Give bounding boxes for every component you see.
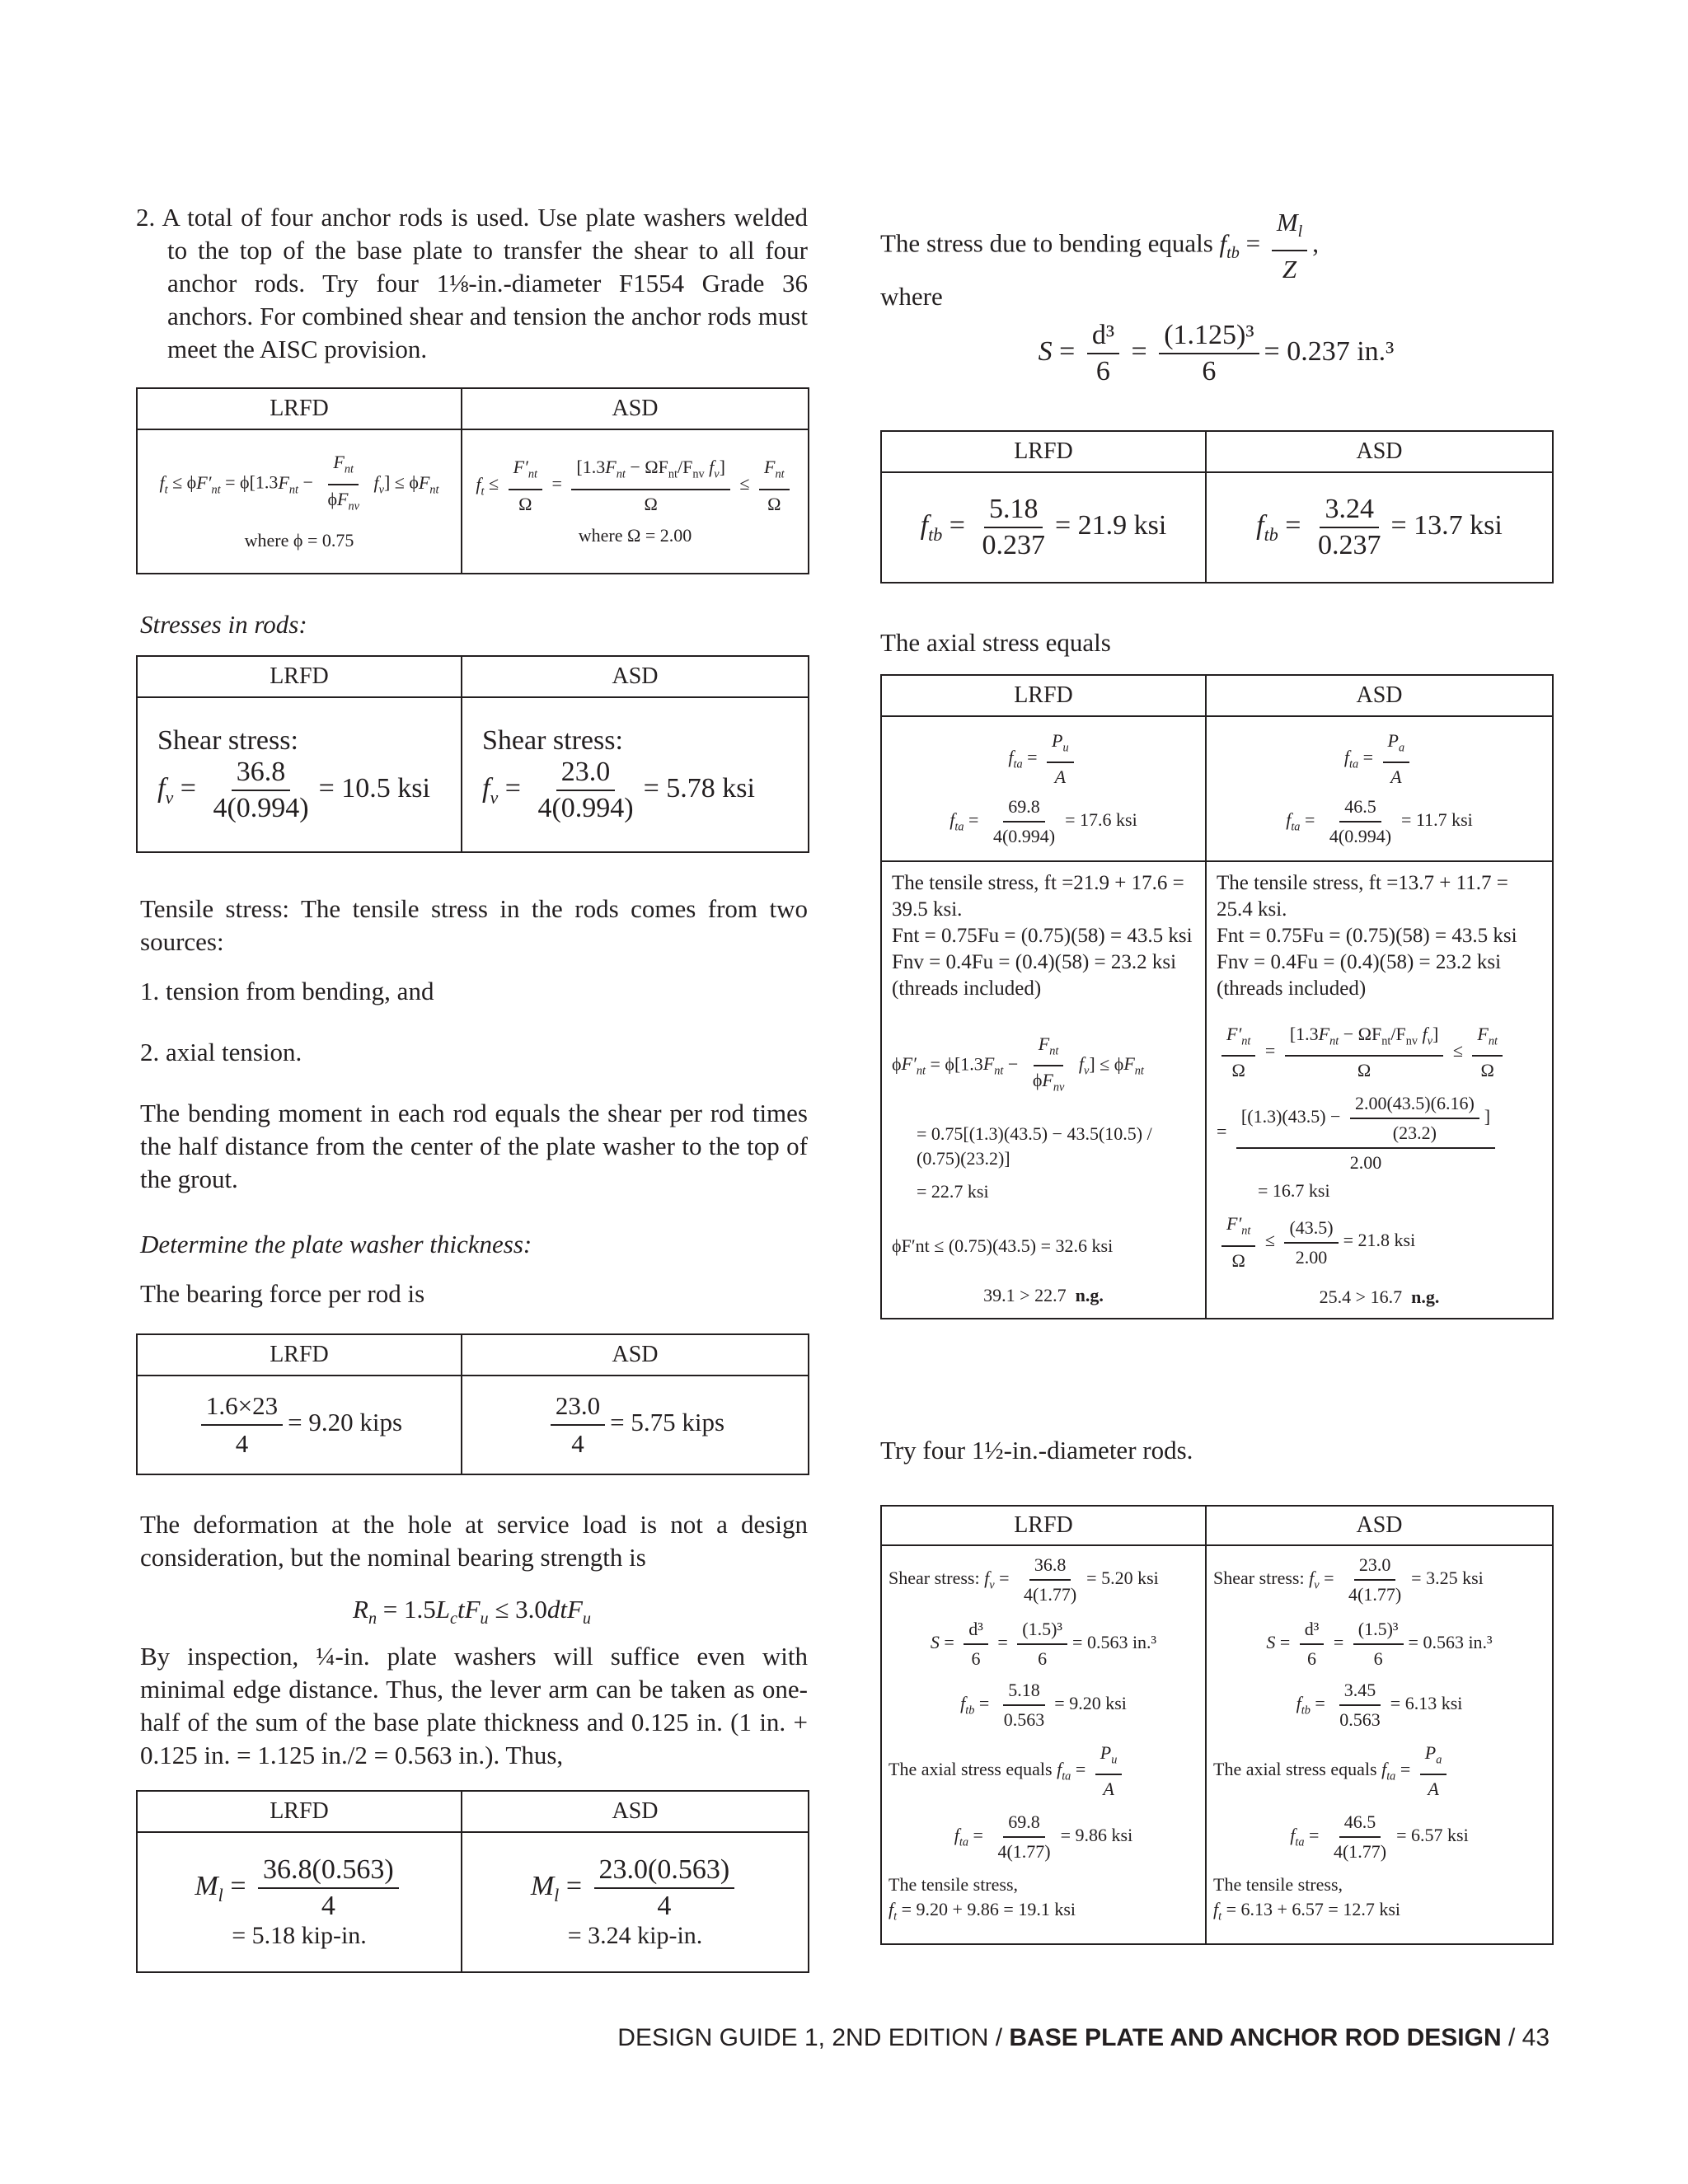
fraction-numerator: 69.8 [1003,794,1045,823]
shear-label: Shear stress: [482,725,623,756]
fraction-numerator: 5.18 [1003,1678,1045,1706]
asd-calc-result: = 16.7 ksi [1258,1180,1330,1202]
lrfd-calc: = 0.75[(1.3)(43.5) − 43.5(10.5) / (0.75)(23.2)] [917,1122,1152,1169]
fraction-numerator: 36.8 [232,757,291,791]
lrfd-shear-cell: Shear stress: $f_v$ = $\frac{36.8}{4(0.994)}$ = 10.5 ksi [137,697,462,852]
page-footer [610,2024,1550,2052]
col-header-lrfd: LRFD [137,388,462,429]
result: = 6.13 ksi [1390,1693,1463,1714]
fraction-numerator: 46.5 [1339,1810,1381,1838]
result: = 10.5 ksi [318,772,430,804]
fraction-numerator: 23.0(0.563) [594,1854,735,1889]
fraction-denominator: 4(1.77) [1348,1584,1402,1605]
col-header-lrfd: LRFD [137,656,462,697]
moment-table [136,1790,809,1973]
fraction-denominator: 6 [1307,1648,1317,1669]
fraction-numerator: 1.6×23 [201,1390,283,1426]
col-header-lrfd: LRFD [881,675,1206,716]
tensile-label: The tensile stress, [1213,1874,1343,1896]
col-header-lrfd: LRFD [881,1506,1206,1545]
fraction-denominator: 4(0.994) [1329,826,1392,847]
lrfd-check [892,1283,1195,1308]
fraction-denominator: 2.00 [1295,1246,1328,1268]
lrfd-moment-cell: $M_l$ = $\frac{36.8(0.563)}{4}$ = 5.18 kip-in. [137,1832,462,1972]
fraction-numerator: 23.0 [551,1390,605,1426]
col-header-asd: ASD [1206,675,1553,716]
tensile-label: The tensile stress, [889,1874,1019,1896]
fraction-denominator: 0.237 [1317,530,1381,560]
larger-rods-table [880,1505,1554,1945]
bending-stress-intro: The stress due to bending equals [880,228,1213,258]
shear-label: Shear stress: [889,1568,980,1589]
col-header-asd: ASD [1206,1506,1553,1545]
asd-where: where Ω = 2.00 [578,524,692,546]
axial-intro: The axial stress equals [880,628,1111,657]
page-number: / 43 [1501,2024,1550,2051]
tensile-stress-text: The tensile stress, ft =21.9 + 17.6 = 39.5 ksi. [892,872,1184,921]
fraction-numerator: d³ [1087,320,1119,354]
result: = 21.9 ksi [1054,509,1167,541]
result: = 0.563 in.³ [1072,1632,1157,1653]
fraction-denominator: 6 [971,1648,981,1669]
fraction-numerator: 3.45 [1339,1678,1381,1706]
footer-prefix: DESIGN GUIDE 1, 2ND EDITION / [617,2024,1010,2051]
fnt-line: Fnt = 0.75Fu = (0.75)(58) = 43.5 ksi [892,925,1193,947]
lrfd-where: where ϕ = 0.75 [244,529,354,551]
result: = 9.86 ksi [1060,1825,1133,1846]
asd-rods-cell: Shear stress: $f_v$ = $\frac{23.0}{4(1.77)}$ = 3.25 ksi S = $\frac{\text{d³}}{6}$ = $\frac{\text{(1.5)³}}{6}$ = 0.563 in.³ $f_{tb}$ = $\frac{3.45}{0.563}$ = 6.13 ksi The axial stress equals $f_{ta}$ = $\frac{P_a}{A}$ $f_{ta}$ = $\frac{46.5}{4(1.77)}$ = 6.57 ksi The tensile stress, $f_t = 6.13 + 6.57 = 12.7$ ksi [1206,1545,1553,1944]
result: = 6.57 ksi [1396,1825,1469,1846]
stresses-heading: Stresses in rods: [140,610,307,639]
washer-heading: Determine the plate washer thickness: [140,1230,532,1258]
check-values: 39.1 > 22.7 [983,1284,1067,1305]
fraction-denominator: 4(1.77) [1024,1584,1077,1605]
result: = 3.25 ksi [1411,1568,1484,1589]
shear-stress-table [136,655,809,853]
result: = 11.7 ksi [1401,809,1473,831]
result: = 3.24 kip-in. [567,1922,703,1949]
bearing-force-table [136,1333,809,1475]
col-header-asd: ASD [462,1334,809,1376]
section-modulus-equation: S = $\frac{\text{d³}}{6}$ = $\frac{\text{(1.125)³}}{6}$ = 0.237 in.³ [1038,320,1395,387]
lrfd-bearing-cell [137,1376,462,1474]
fraction-numerator: 5.18 [984,494,1043,528]
fraction-denominator: 6 [1038,1648,1048,1669]
asd-axial-cell: $f_{ta}$ = $\frac{P_a}{A}$ $f_{ta}$ = $\frac{46.5}{4(0.994)}$ = 11.7 ksi [1206,716,1553,861]
asd-bending-cell: $f_{tb}$ = $\frac{3.24}{0.237}$ = 13.7 ksi [1206,472,1553,583]
lrfd-calc-result: = 22.7 ksi [917,1180,989,1202]
col-header-asd: ASD [462,388,809,429]
fraction-denominator: 4(0.994) [537,793,634,823]
fraction-denominator: 6 [1202,356,1217,387]
result: = 5.18 kip-in. [232,1922,367,1949]
fraction-numerator: 23.0 [1354,1553,1396,1581]
result: = 13.7 ksi [1390,509,1503,541]
lrfd-interaction-cell: $f_t \le \phi F'_{nt} = \phi[1.3F_{nt}$ − $\frac{F_{nt}}{\phi F_{nv}}$ $f_v] \le \phi F_{nt}$ where ϕ = 0.75 [137,429,462,574]
fraction-denominator: 0.563 [1339,1709,1381,1730]
result: = 5.75 kips [610,1408,725,1437]
lrfd-limit: ϕF′nt ≤ (0.75)(43.5) = 32.6 ksi [892,1235,1114,1256]
axial-label: The axial stress equals [1213,1759,1377,1780]
fraction-numerator: d³ [1300,1617,1325,1645]
item-2-paragraph: 2. A total of four anchor rods is used. Use plate washers welded to the top of the base plate to transfer the shear to all four anchor rods. Try four 1⅛-in.-diameter F1554 Grade 36 anchors. For combined shear and tension the anchor rods must meet the AISC provision. [136,203,808,363]
result: = 9.20 ksi [1054,1693,1127,1714]
interaction-table [136,387,809,574]
fraction-numerator: 23.0 [556,757,616,791]
combined-check-table [880,674,1554,1319]
result: = 5.20 ksi [1086,1568,1159,1589]
fraction-denominator: 4(0.994) [213,793,309,823]
asd-tensile-cell: The tensile stress, ft =13.7 + 11.7 = 25.4 ksi. Fnt = 0.75Fu = (0.75)(58) = 43.5 ksi Fnv = 0.4Fu = (0.4)(58) = 23.2 ksi (threads included) $\frac{F'_{nt}}{\Omega}$ = $\frac{[1.3F_{nt} - \Omega F_{nt}/F_{nv} f_v]}{\Omega}$ ≤ $\frac{F_{nt}}{\Omega}$ = [(1.3)(43.5) − $\frac{2.00(43.5)(6.16)}{(23.2)}$ ] 2.00 = 16.7 ksi $\frac{F'_{nt}}{\Omega}$ ≤ $\frac{(43.5)}{2.00}$ = 21.8 ksi 25.4 > 16.7 n.g. [1206,861,1553,1319]
result: = 9.20 + 9.86 = 19.1 ksi [901,1899,1076,1920]
fnv-line: Fnv = 0.4Fu = (0.4)(58) = 23.2 ksi (threads included) [1217,951,1502,1000]
fraction-denominator: 2.00 [1349,1152,1382,1174]
where-text: where [880,282,943,311]
fraction-denominator: 4 [235,1429,249,1458]
asd-bearing-cell [462,1376,809,1474]
fraction-numerator: (1.5)³ [1353,1617,1404,1645]
result: = 0.563 in.³ [1408,1632,1493,1653]
fraction-denominator: 0.237 [982,530,1045,560]
col-header-asd: ASD [462,656,809,697]
no-good-label: n.g. [1075,1284,1104,1305]
deformation-paragraph: The deformation at the hole at service load is not a design consideration, but the nominal bearing strength is [140,1510,808,1572]
result: = 0.237 in.³ [1264,335,1395,367]
fraction-denominator: 4 [657,1891,672,1921]
fraction-denominator: 4(1.77) [997,1841,1051,1863]
fraction-numerator: d³ [964,1617,988,1645]
lrfd-axial-cell: $f_{ta}$ = $\frac{P_u}{A}$ $f_{ta}$ = $\frac{69.8}{4(0.994)}$ = 17.6 ksi [881,716,1206,861]
footer-title: BASE PLATE AND ANCHOR ROD DESIGN [1009,2024,1502,2051]
fraction-denominator: 4(0.994) [992,826,1056,847]
result: = 21.8 ksi [1343,1230,1416,1251]
fraction-denominator: 4(1.77) [1333,1841,1387,1863]
col-header-lrfd: LRFD [881,431,1206,472]
fraction-numerator: (1.125)³ [1159,320,1259,354]
fnv-line: Fnv = 0.4Fu = (0.4)(58) = 23.2 ksi (threads included) [892,951,1177,1000]
fraction-numerator: 69.8 [1003,1810,1045,1838]
col-header-lrfd: LRFD [137,1334,462,1376]
fraction-denominator: 6 [1373,1648,1383,1669]
asd-shear-cell: Shear stress: $f_v$ = $\frac{23.0}{4(0.994)}$ = 5.78 ksi [462,697,809,852]
lrfd-rods-cell: Shear stress: $f_v$ = $\frac{36.8}{4(1.77)}$ = 5.20 ksi S = $\frac{\text{d³}}{6}$ = $\frac{\text{(1.5)³}}{6}$ = 0.563 in.³ $f_{tb}$ = $\frac{5.18}{0.563}$ = 9.20 ksi The axial stress equals $f_{ta}$ = $\frac{P_u}{A}$ $f_{ta}$ = $\frac{69.8}{4(1.77)}$ = 9.86 ksi The tensile stress, $f_t = 9.20 + 9.86 = 19.1$ ksi [881,1545,1206,1944]
tensile-intro: Tensile stress: The tensile stress in the rods comes from two sources: [140,894,808,956]
try-rods-text: Try four 1½-in.-diameter rods. [880,1436,1193,1465]
result: = 9.20 kips [288,1408,403,1437]
col-header-asd: ASD [462,1791,809,1832]
fraction-denominator: 0.563 [1003,1709,1045,1730]
bearing-strength-equation: $R_n = 1.5L_ctF_u \le 3.0dtF_u$ [353,1595,591,1629]
source-1: 1. tension from bending, and [140,977,434,1005]
asd-interaction-cell: $f_t$ ≤ $\frac{F'_{nt}}{\Omega}$ = $\frac{[1.3F_{nt} - \Omega F_{nt}/F_{nv} f_v]}{\Omega}$ ≤ $\frac{F_{nt}}{\Omega}$ where Ω = 2.00 [462,429,809,574]
fraction-numerator: 36.8(0.563) [258,1854,399,1889]
fraction-denominator: 6 [1095,356,1110,387]
no-good-label: n.g. [1411,1286,1440,1307]
shear-label: Shear stress: [1213,1568,1305,1589]
check-values: 25.4 > 16.7 [1319,1286,1403,1307]
fnt-line: Fnt = 0.75Fu = (0.75)(58) = 43.5 ksi [1217,925,1517,947]
lrfd-bending-cell: $f_{tb}$ = $\frac{5.18}{0.237}$ = 21.9 ksi [881,472,1206,583]
fraction-denominator: 4 [571,1429,584,1458]
bending-stress-table [880,430,1554,583]
result: = 6.13 + 6.57 = 12.7 ksi [1226,1899,1401,1920]
col-header-lrfd: LRFD [137,1791,462,1832]
asd-check [1217,1285,1542,1310]
fraction-numerator: 36.8 [1029,1553,1071,1581]
source-2: 2. axial tension. [140,1038,302,1066]
bending-stress-equation: The stress due to bending equals $f_{tb}$ = $\frac{M_l}{Z}$ , [880,208,1319,284]
shear-label: Shear stress: [157,725,298,756]
fraction-denominator: 4 [321,1891,335,1921]
fraction-numerator: 2.00(43.5)(6.16) [1350,1091,1479,1119]
tensile-stress-text: The tensile stress, ft =13.7 + 11.7 = 25.4 ksi. [1217,872,1508,921]
asd-moment-cell: $M_l$ = $\frac{23.0(0.563)}{4}$ = 3.24 kip-in. [462,1832,809,1972]
inspection-paragraph: By inspection, ¼-in. plate washers will suffice even with minimal edge distance. Thus, the lever arm can be taken as one-half of the sum of the base plate thickness and 0.125 in. (1 in. + 0.125 in. = 1.125 in./2 = 0.563 in.). Thus, [140,1642,808,1769]
result: = 17.6 ksi [1065,809,1137,831]
bending-paragraph: The bending moment in each rod equals the shear per rod times the half distance from the center of the plate washer to the top of the grout. [140,1099,808,1193]
fraction-numerator: 46.5 [1339,794,1381,823]
axial-label: The axial stress equals [889,1759,1053,1780]
fraction-numerator: 3.24 [1320,494,1379,528]
col-header-asd: ASD [1206,431,1553,472]
result: = 5.78 ksi [643,772,755,804]
fraction-denominator: (23.2) [1392,1122,1437,1144]
fraction-numerator: (43.5) [1284,1216,1338,1244]
bearing-force-text: The bearing force per rod is [140,1279,425,1308]
fraction-numerator: (1.5)³ [1017,1617,1067,1645]
lrfd-tensile-cell: The tensile stress, ft =21.9 + 17.6 = 39.5 ksi. Fnt = 0.75Fu = (0.75)(58) = 43.5 ksi Fnv = 0.4Fu = (0.4)(58) = 23.2 ksi (threads included) $\phi F'_{nt} = \phi[1.3F_{nt}$ − $\frac{F_{nt}}{\phi F_{nv}}$ $f_v] \le \phi F_{nt}$ = 0.75[(1.3)(43.5) − 43.5(10.5) / (0.75)(23.2)] = 22.7 ksi ϕF′nt ≤ (0.75)(43.5) = 32.6 ksi 39.1 > 22.7 n.g. [881,861,1206,1319]
